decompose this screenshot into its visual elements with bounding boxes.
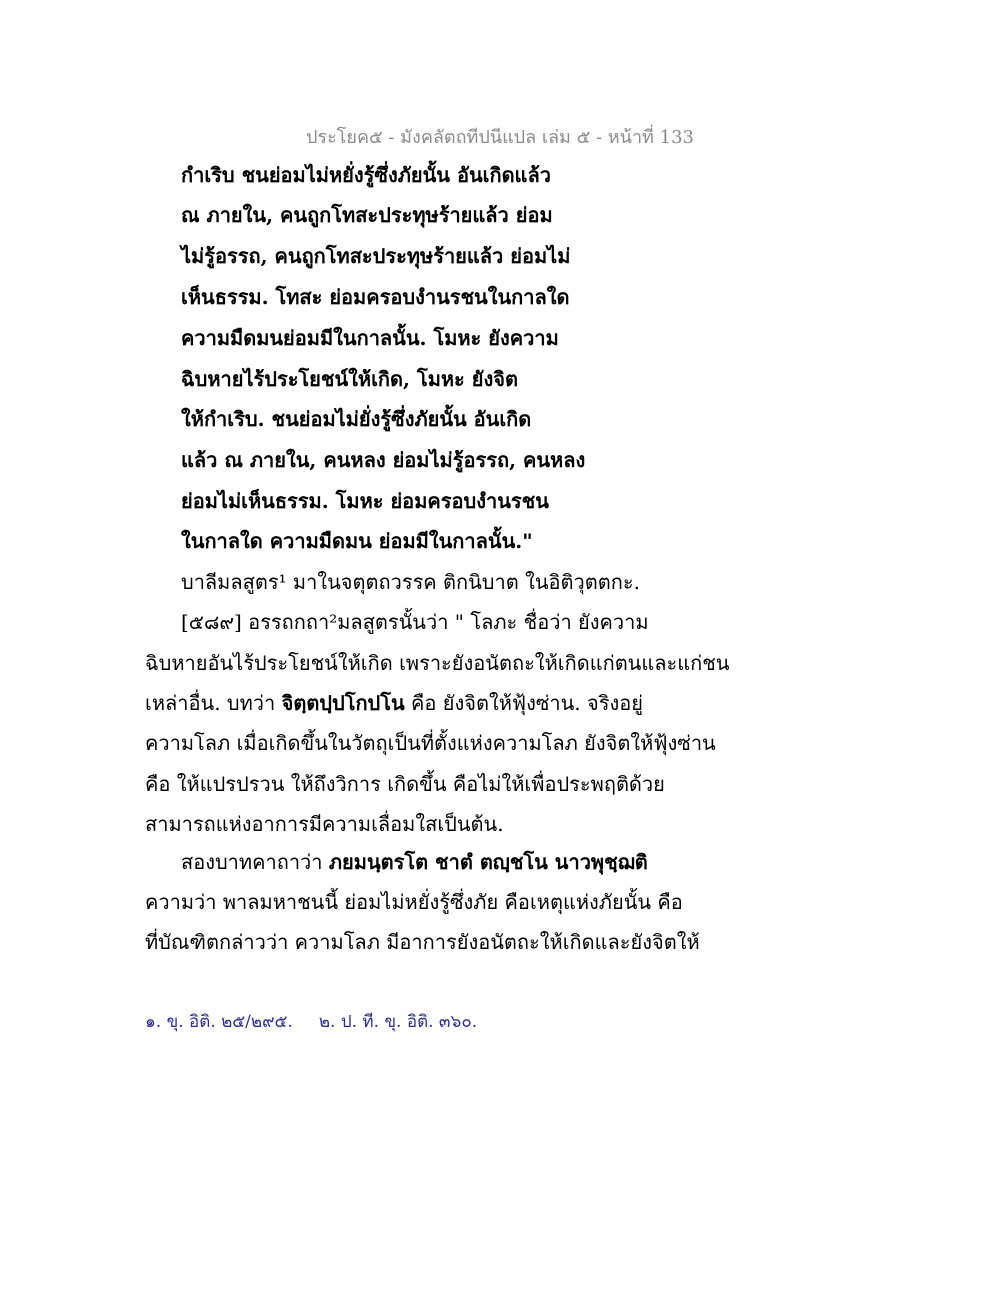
footnotes <box>145 1008 477 1035</box>
paragraph-line: ที่บัณฑิตกล่าวว่า ความโลภ มีอาการยังอนัตถะให้เกิดและยังจิตให้ <box>145 930 700 954</box>
verse-line: เห็นธรรม. โทสะ ย่อมครอบงำนรชนในกาลใด <box>181 285 570 309</box>
paragraph-line <box>181 847 648 877</box>
verse-line: ให้กำเริบ. ชนย่อมไม่ยั่งรู้ซึ่งภัยนั้น อันเกิด <box>181 407 532 431</box>
pali-verse: ภยมนฺตรโต ชาตํ ตญฺชโน นาวพุชฺฌติ <box>328 850 648 874</box>
footnote-2: ๒. ป. ที. ขุ. อิติ. ๓๖๐. <box>318 1012 478 1032</box>
verse-line: ความมืดมนย่อมมีในกาลนั้น. โมหะ ยังความ <box>181 326 559 350</box>
paragraph-line: ฉิบหายอันไร้ประโยชน์ให้เกิด เพราะยังอนัตถะให้เกิดแก่ตนและแก่ชน <box>145 651 730 675</box>
verse-line: ย่อมไม่เห็นธรรม. โมหะ ย่อมครอบงำนรชน <box>181 489 549 513</box>
verse-line: ในกาลใด ความมืดมน ย่อมมีในกาลนั้น." <box>181 529 533 553</box>
paragraph-line: [๕๘๙] อรรถกถา²มลสูตรนั้นว่า " โลภะ ชื่อว่า ยังความ <box>181 610 649 634</box>
paragraph-line: คือ ให้แปรปรวน ให้ถึงวิการ เกิดขึ้น คือไม่ให้เพื่อประพฤติด้วย <box>145 772 665 796</box>
footnote-1: ๑. ขุ. อิติ. ๒๕/๒๙๕. <box>145 1012 293 1032</box>
paragraph-line <box>145 688 643 718</box>
page-header: ประโยค๕ - มังคลัตถทีปนีแปล เล่ม ๕ - หน้าที่ 133 <box>306 127 694 148</box>
paragraph-line: สามารถแห่งอาการมีความเลื่อมใสเป็นต้น. <box>145 812 504 836</box>
verse-line: แล้ว ณ ภายใน, คนหลง ย่อมไม่รู้อรรถ, คนหลง <box>181 448 586 472</box>
verse-line: ฉิบหายไร้ประโยชน์ให้เกิด, โมหะ ยังจิต <box>181 367 518 391</box>
pali-term: จิตฺตปฺปโกปโน <box>281 691 405 715</box>
paragraph-line: ความโลภ เมื่อเกิดขึ้นในวัตถุเป็นที่ตั้งแห่งความโลภ ยังจิตให้ฟุ้งซ่าน <box>145 731 716 755</box>
paragraph-text: คือ ยังจิตให้ฟุ้งซ่าน. จริงอยู่ <box>404 691 643 715</box>
paragraph-text: สองบาทคาถาว่า <box>181 850 329 874</box>
paragraph-line: ความว่า พาลมหาชนนี้ ย่อมไม่หยั่งรู้ซึ่งภัย คือเหตุแห่งภัยนั้น คือ <box>145 890 683 914</box>
verse-line: ณ ภายใน, คนถูกโทสะประทุษร้ายแล้ว ย่อม <box>181 203 553 227</box>
verse-line: กำเริบ ชนย่อมไม่หยั่งรู้ซึ่งภัยนั้น อันเกิดแล้ว <box>181 163 551 187</box>
paragraph-text: เหล่าอื่น. บทว่า <box>145 691 282 715</box>
verse-line: ไม่รู้อรรถ, คนถูกโทสะประทุษร้ายแล้ว ย่อมไม่ <box>181 244 571 268</box>
source-line: บาลีมลสูตร¹ มาในจตุตถวรรค ติกนิบาต ในอิติวุตตกะ. <box>181 570 640 594</box>
